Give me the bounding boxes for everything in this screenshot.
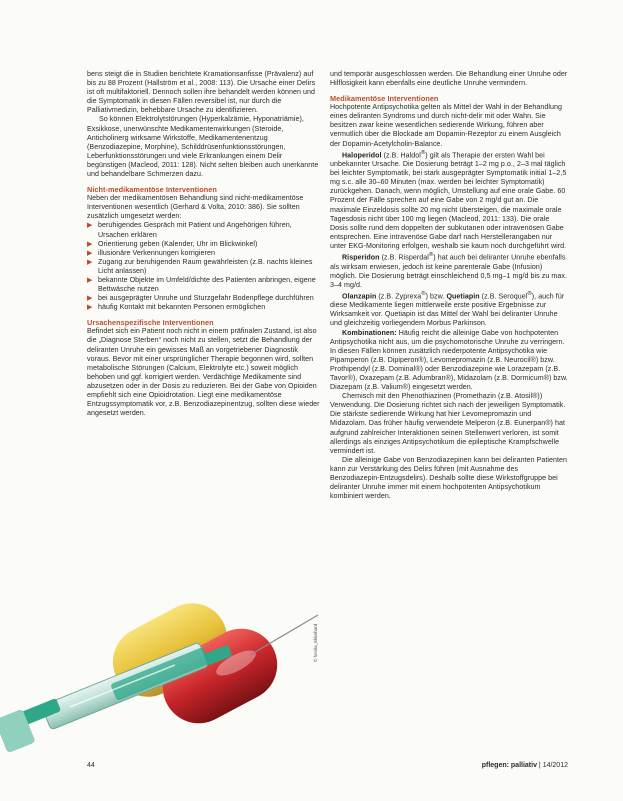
section-heading: Medikamentöse Interventionen — [330, 94, 439, 104]
list-item: ▶ bei ausgeprägter Unruhe und Sturzgefahr Bodenpflege durchführen — [87, 294, 314, 303]
page-footer — [87, 762, 568, 772]
drug-paragraph-olanzapin: Olanzapin (z.B. Zyprexa®) bzw. Quetiapin (z.B. Seroquel®), auch für diese Medikamente liegen mittlerweile erste positive Ergebnisse zur Wirksamkeit vor. Quetiapin ist das Mittel der Wahl bei deliranter Unruhe und gleichzeitig vorliegendem Morbus Parkinson. — [330, 290, 565, 328]
paragraph-combinations: Kombinationen: Häufig reicht die alleinige Gabe von hochpotenten Antipsychotika nicht aus, um die psychomotorische Unruhe zu verringern. In diesen Fällen können zusätzlich niederpotente Antipsychotika wie Pipamperon (z.B. Dipiperon®), Levomepromazin (z.B. Neurocil®) bzw. Prothipendyl (z.B. Dominal®) oder Benzodiazepine wie Lorazepam (z.B. Tavor®), Oxazepam (z.B. Adumbran®), Midazolam (z.B. Dormicum®) bzw. Diazepam (z.B. Valium®) eingesetzt werden. — [330, 328, 568, 392]
paragraph: Chemisch mit den Phenothiazinen (Promethazin (z.B. Atosil®)) Verwendung. Die Dosierung richtet sich nach der jeweiligen Symptomatik. Die stärkste sedierende Wirkung hat hier Levomepromazin und Midazolam. Das früher häufig verwendete Melperon (z.B. Eunerpan®) hat aufgrund zahlreicher Interaktionen seinen Stellenwert verloren, ist somit allerdings als einziges Antipsychotikum die epileptische Krampfschwelle vermindert ist. — [330, 392, 566, 455]
list-item: ▶ häufig Kontakt mit bekannten Personen ermöglichen — [87, 303, 266, 312]
journal-name: pflegen: palliativ — [481, 762, 537, 769]
triangle-bullet-icon: ▶ — [87, 240, 93, 248]
list-item: ▶ illusionäre Verkennungen korrigieren — [87, 248, 215, 257]
paragraph: und temporär ausgeschlossen werden. Die Behandlung einer Unruhe oder Hilflosigkeit kann ebenfalls eine deutliche Unruhe vermindern. — [330, 70, 568, 88]
list-item: ▶ bekannte Objekte im Umfeld/dichte des Patienten anbringen, eigene Bettwäsche nutzen — [87, 275, 316, 294]
triangle-bullet-icon: ▶ — [87, 258, 93, 266]
section-heading: Nicht-medikamentöse Interventionen — [87, 185, 217, 195]
left-column — [87, 70, 320, 418]
triangle-bullet-icon: ▶ — [87, 222, 93, 230]
journal-info: pflegen: palliativ | 14/2012 — [481, 762, 568, 769]
list-item: ▶ Orientierung geben (Kalender, Uhr im Blickwinkel) — [87, 239, 258, 248]
paragraph: So können Elektrolytstörungen (Hyperkalzämie, Hyponatriämie), Exsikkose, unerwünschte Medikamentenwirkungen (Steroide, Anticholinerg wirksame Wirkstoffe, Medikamentenentzug (Benzodiazepine, Morphine), Schilddrüsenfunktionsstörungen, Leberfunktionsstörungen und viele Erkrankungen einem Delir begünstigen (Macleod, 2011: 128). Nicht selten bleiben auch unerkannte und behandelbare Schmerzen dazu. — [87, 115, 319, 179]
page-number: 44 — [87, 762, 95, 769]
drug-paragraph-haloperidol: Haloperidol (z.B. Haldol®) gilt als Therapie der ersten Wahl bei unbekannter Ursache. Die Dosierung beträgt 1–2 mg p.o., 2–3 mal täglich bei leichter Symptomatik, bei stark ausgeprägter Symptomatik initial 1–2,5 mg s.c. alle 30–60 Minuten (max. werden bei leichter Symptomatik) zurückgehen. Danach, wenn möglich, Umstellung auf eine orale Gabe. 60 Prozent der Fälle sprechen auf eine Gabe von 2 mg/d gut an. Die maximale Einzeldosis sollte 20 mg nicht übersteigen, die maximale orale Tagesdosis nicht über 100 mg liegen (Macleod, 2011: 133). Die orale Dosis sollte rund dem doppelten der subkutanen oder intravenösen Gabe entsprechen. Eine intravenöse Gabe darf nach Herstellerangaben nur unter EKG-Monitoring erfolgen, weshalb sie kaum noch durchgeführt wird. — [330, 149, 567, 250]
list-item: ▶ beruhigendes Gespräch mit Patient und Angehörigen führen, Ursachen erklären — [87, 221, 292, 239]
paragraph: Hochpotente Antipsychotika gelten als Mittel der Wahl in der Behandlung eines deliranten Syndroms und durch nicht-delir mit oder Wahn. Sie besitzen zwar keine wesentlichen sedierende Wirkung, führen aber vermutlich über die Blockade am Dopamin-Rezeptor zu einem Ausgleich der Dopamin-Acetylcholin-Balance. — [330, 103, 562, 148]
paragraph: bens steigt die in Studien berichtete Kramationsanfisse (Prävalenz) auf bis zu 88 Prozent (Hallström et al., 2008: 113). Die Ursache einer Delirs ist oft multifaktoriell. Dennoch sollen ihre behandelt werden können und die Symptomatik in diesen Fällen reversibel ist, nur durch die Palliativmedizin, behebbare Ursache zu identifizieren. — [87, 70, 316, 115]
triangle-bullet-icon: ▶ — [87, 249, 93, 257]
section-heading: Ursachenspezifische Interventionen — [87, 318, 214, 328]
right-column — [330, 70, 568, 501]
issue-number: 14/2012 — [542, 762, 568, 769]
paragraph: Die alleinige Gabe von Benzodiazepinen kann bei deliranten Patienten kann zur Verstärkung des Delirs führen (mit Ausnahme des Benzodiazepin-Entzugsdelirs). Deshalb sollte diese Wirkstoffgruppe bei deliranter Unruhe immer mit einem hochpotenten Antipsychotikum kombiniert werden. — [330, 455, 568, 501]
syringe-capsule-photo — [0, 585, 330, 760]
intervention-list — [87, 221, 320, 312]
drug-paragraph-risperidon: Risperidon (z.B. Risperdal®) hat auch bei deliranter Unruhe ebenfalls als wirksam erwiesen, jedoch ist keine parenterale Gabe (Infusion) möglich. Die Dosierung beträgt einschleichend 0,5 mg–1 mg/d bis zu max. 3–4 mg/d. — [330, 252, 567, 289]
triangle-bullet-icon: ▶ — [87, 304, 93, 312]
triangle-bullet-icon: ▶ — [87, 295, 93, 303]
paragraph: Neben der medikamentösen Behandlung sind nicht-medikamentöse Interventionen wesentlich (Gerhard & Volta, 2010: 386). Sie sollten zusätzlich umgesetzt werden: — [87, 194, 304, 221]
triangle-bullet-icon: ▶ — [87, 276, 93, 284]
list-item: ▶ Zugang zur beruhigenden Raum gewährleisten (z.B. nachts kleines Licht anlassen) — [87, 257, 313, 275]
photo-credit: © fotolia_Ekkehard — [313, 623, 318, 662]
paragraph: Befindet sich ein Patient noch nicht in einem präfinalen Zustand, ist also die „Diagnose Sterben“ noch nicht zu stellen, setzt die Behandlung der deliranten Unruhe ein gewisses Maß an vorgetriebener Diagnostik voraus. Bevor mit einer ursprünglicher Therapie begonnen wird, sollten metabolische Störungen (Calcium, Elektrolyte etc.) soweit möglich behoben und ggf. korrigiert werden. Verdächtige Medikamente sind abzusetzen oder in der Dosis zu reduzieren. Bei der Gabe von Opioiden empfiehlt sich eine Opioidrotation. Liegt eine medikamentöse Entzugssymptomatik vor, z.B. Benzodiazepinentzug, sollten diese wieder angesetzt werden. — [87, 327, 320, 418]
